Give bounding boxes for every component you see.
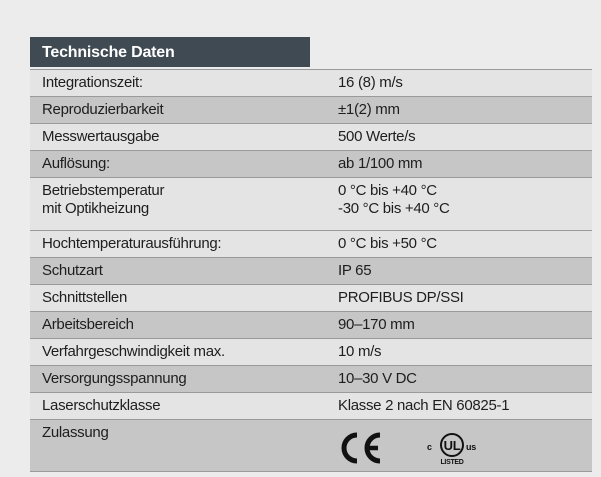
row-value-line: -30 °C bis +40 °C bbox=[338, 200, 450, 217]
row-label: Versorgungsspannung bbox=[42, 370, 187, 387]
row-value: 10–30 V DC bbox=[338, 370, 417, 387]
row-value: PROFIBUS DP/SSI bbox=[338, 289, 464, 306]
table-row bbox=[30, 420, 592, 472]
row-value: ab 1/100 mm bbox=[338, 155, 423, 172]
table-row bbox=[30, 312, 592, 339]
table-row bbox=[30, 151, 592, 178]
row-label: Schutzart bbox=[42, 262, 103, 279]
row-label: Hochtemperaturausführung: bbox=[42, 235, 222, 252]
row-value bbox=[326, 178, 592, 230]
row-value: 90–170 mm bbox=[338, 316, 415, 333]
row-label: Laserschutzklasse bbox=[42, 397, 161, 414]
approval-logos bbox=[338, 424, 592, 466]
row-value: IP 65 bbox=[338, 262, 372, 279]
row-label-line: mit Optikheizung bbox=[42, 200, 149, 217]
table-row bbox=[30, 124, 592, 151]
row-value: Klasse 2 nach EN 60825-1 bbox=[338, 397, 510, 414]
table-row bbox=[30, 258, 592, 285]
table-row bbox=[30, 393, 592, 420]
row-label: Verfahrgeschwindigkeit max. bbox=[42, 343, 225, 360]
row-label: Schnittstellen bbox=[42, 289, 128, 306]
row-label: Auflösung: bbox=[42, 155, 110, 172]
row-label: Reproduzierbarkeit bbox=[42, 101, 164, 118]
table-row bbox=[30, 366, 592, 393]
svg-text:UL: UL bbox=[443, 438, 461, 453]
svg-text:LISTED: LISTED bbox=[440, 459, 464, 466]
table-row bbox=[30, 97, 592, 124]
table-row bbox=[30, 339, 592, 366]
row-value bbox=[326, 420, 592, 471]
table-row bbox=[30, 178, 592, 231]
row-value: ±1(2) mm bbox=[338, 101, 400, 118]
row-label: Zulassung bbox=[42, 424, 109, 441]
table-row bbox=[30, 231, 592, 258]
technical-data-table bbox=[30, 69, 592, 472]
svg-text:us: us bbox=[466, 442, 476, 452]
svg-text:c: c bbox=[427, 442, 432, 452]
row-value: 16 (8) m/s bbox=[338, 74, 403, 91]
row-label: Messwertausgabe bbox=[42, 128, 160, 145]
table-row bbox=[30, 285, 592, 312]
row-value: 500 Werte/s bbox=[338, 128, 416, 145]
row-value: 0 °C bis +50 °C bbox=[338, 235, 437, 252]
ce-mark-icon bbox=[338, 431, 384, 465]
ul-listed-icon bbox=[424, 430, 484, 466]
row-value-line: 0 °C bis +40 °C bbox=[338, 182, 437, 199]
row-label-line: Betriebstemperatur bbox=[42, 182, 165, 199]
row-label: Integrationszeit: bbox=[42, 74, 143, 91]
row-value: 10 m/s bbox=[338, 343, 382, 360]
row-label bbox=[30, 178, 326, 230]
table-row bbox=[30, 70, 592, 97]
row-label: Arbeitsbereich bbox=[42, 316, 134, 333]
table-title: Technische Daten bbox=[30, 37, 310, 67]
